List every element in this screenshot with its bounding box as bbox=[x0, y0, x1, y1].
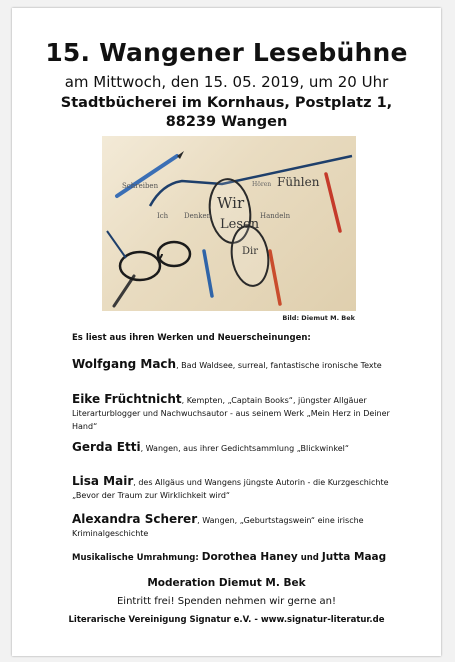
venue-address: Stadtbücherei im Kornhaus, Postplatz 1, bbox=[60, 95, 393, 111]
reader-entry bbox=[72, 513, 392, 540]
reader-description: , Bad Waldsee, surreal, fantastische ironische Texte bbox=[176, 361, 382, 370]
blue-pencil bbox=[117, 156, 177, 196]
word-lesen: Lesen bbox=[220, 217, 260, 232]
word-fuehlen: Fühlen bbox=[277, 175, 320, 189]
reader-name: Lisa Mair bbox=[72, 474, 134, 488]
reader-description: , Wangen, aus ihrer Gedichtsammlung „Blickwinkel“ bbox=[140, 444, 349, 453]
reader-name: Alexandra Scherer bbox=[72, 512, 198, 526]
word-denken: Denken bbox=[184, 212, 212, 220]
musician-name: Jutta Maag bbox=[321, 551, 387, 563]
music-label: Musikalische Umrahmung: bbox=[72, 553, 199, 563]
reader-entry bbox=[72, 441, 392, 455]
blue-pencil-lower bbox=[204, 251, 212, 296]
reader-entry bbox=[72, 393, 392, 433]
word-dir: Dir bbox=[242, 246, 258, 257]
reading-intro: Es liest aus ihren Werken und Neuerscheinungen: bbox=[72, 333, 311, 343]
photo-credit: Bild: Diemut M. Bek bbox=[282, 314, 355, 322]
glasses-and-pencils-photo bbox=[102, 136, 356, 311]
poster-page bbox=[12, 8, 441, 656]
organizer-footer: Literarische Vereinigung Signatur e.V. - www.signatur-literatur.de bbox=[68, 615, 385, 625]
word-wir: Wir bbox=[217, 194, 245, 212]
event-date: am Mittwoch, den 15. 05. 2019, um 20 Uhr bbox=[64, 73, 389, 91]
poster-title: 15. Wangener Lesebühne bbox=[45, 38, 408, 67]
reader-name: Gerda Etti bbox=[72, 440, 141, 454]
music-credit bbox=[72, 551, 386, 563]
word-hoeren: Hören bbox=[252, 181, 272, 188]
word-ich: Ich bbox=[157, 212, 169, 220]
red-pencil bbox=[326, 174, 340, 231]
reader-name: Wolfgang Mach bbox=[72, 357, 177, 371]
word-schreiben: Schreiben bbox=[122, 182, 159, 190]
musician-name: Dorothea Haney bbox=[201, 551, 298, 563]
word-handeln: Handeln bbox=[260, 212, 291, 220]
donation-note: Eintritt frei! Spenden nehmen wir gerne an! bbox=[116, 596, 337, 607]
dark-pencil bbox=[114, 276, 134, 306]
reader-name: Eike Früchtnicht bbox=[72, 392, 182, 406]
glasses-temple bbox=[150, 156, 352, 206]
photo-illustration bbox=[102, 136, 356, 311]
glasses-lens-small-left bbox=[120, 252, 160, 280]
music-conjunction: und bbox=[300, 553, 319, 563]
venue-postcode: 88239 Wangen bbox=[165, 114, 288, 130]
reader-description: , des Allgäus und Wangens jüngste Autorin - die Kurzgeschichte „Bevor der Traum zur Wirklichkeit wird“ bbox=[72, 478, 389, 500]
reader-entry bbox=[72, 358, 392, 372]
reader-description: , Wangen, „Geburtstagswein“ eine irische Kriminalgeschichte bbox=[72, 516, 364, 538]
reader-entry bbox=[72, 475, 392, 502]
orange-pencil bbox=[270, 251, 280, 304]
moderation-credit: Moderation Diemut M. Bek bbox=[147, 577, 306, 589]
reader-description: , Kempten, „Captain Books“, jüngster Allgäuer Literarturblogger und Nachwuchsautor - aus seinem Werk „Mein Herz in Deiner Hand“ bbox=[72, 396, 390, 431]
